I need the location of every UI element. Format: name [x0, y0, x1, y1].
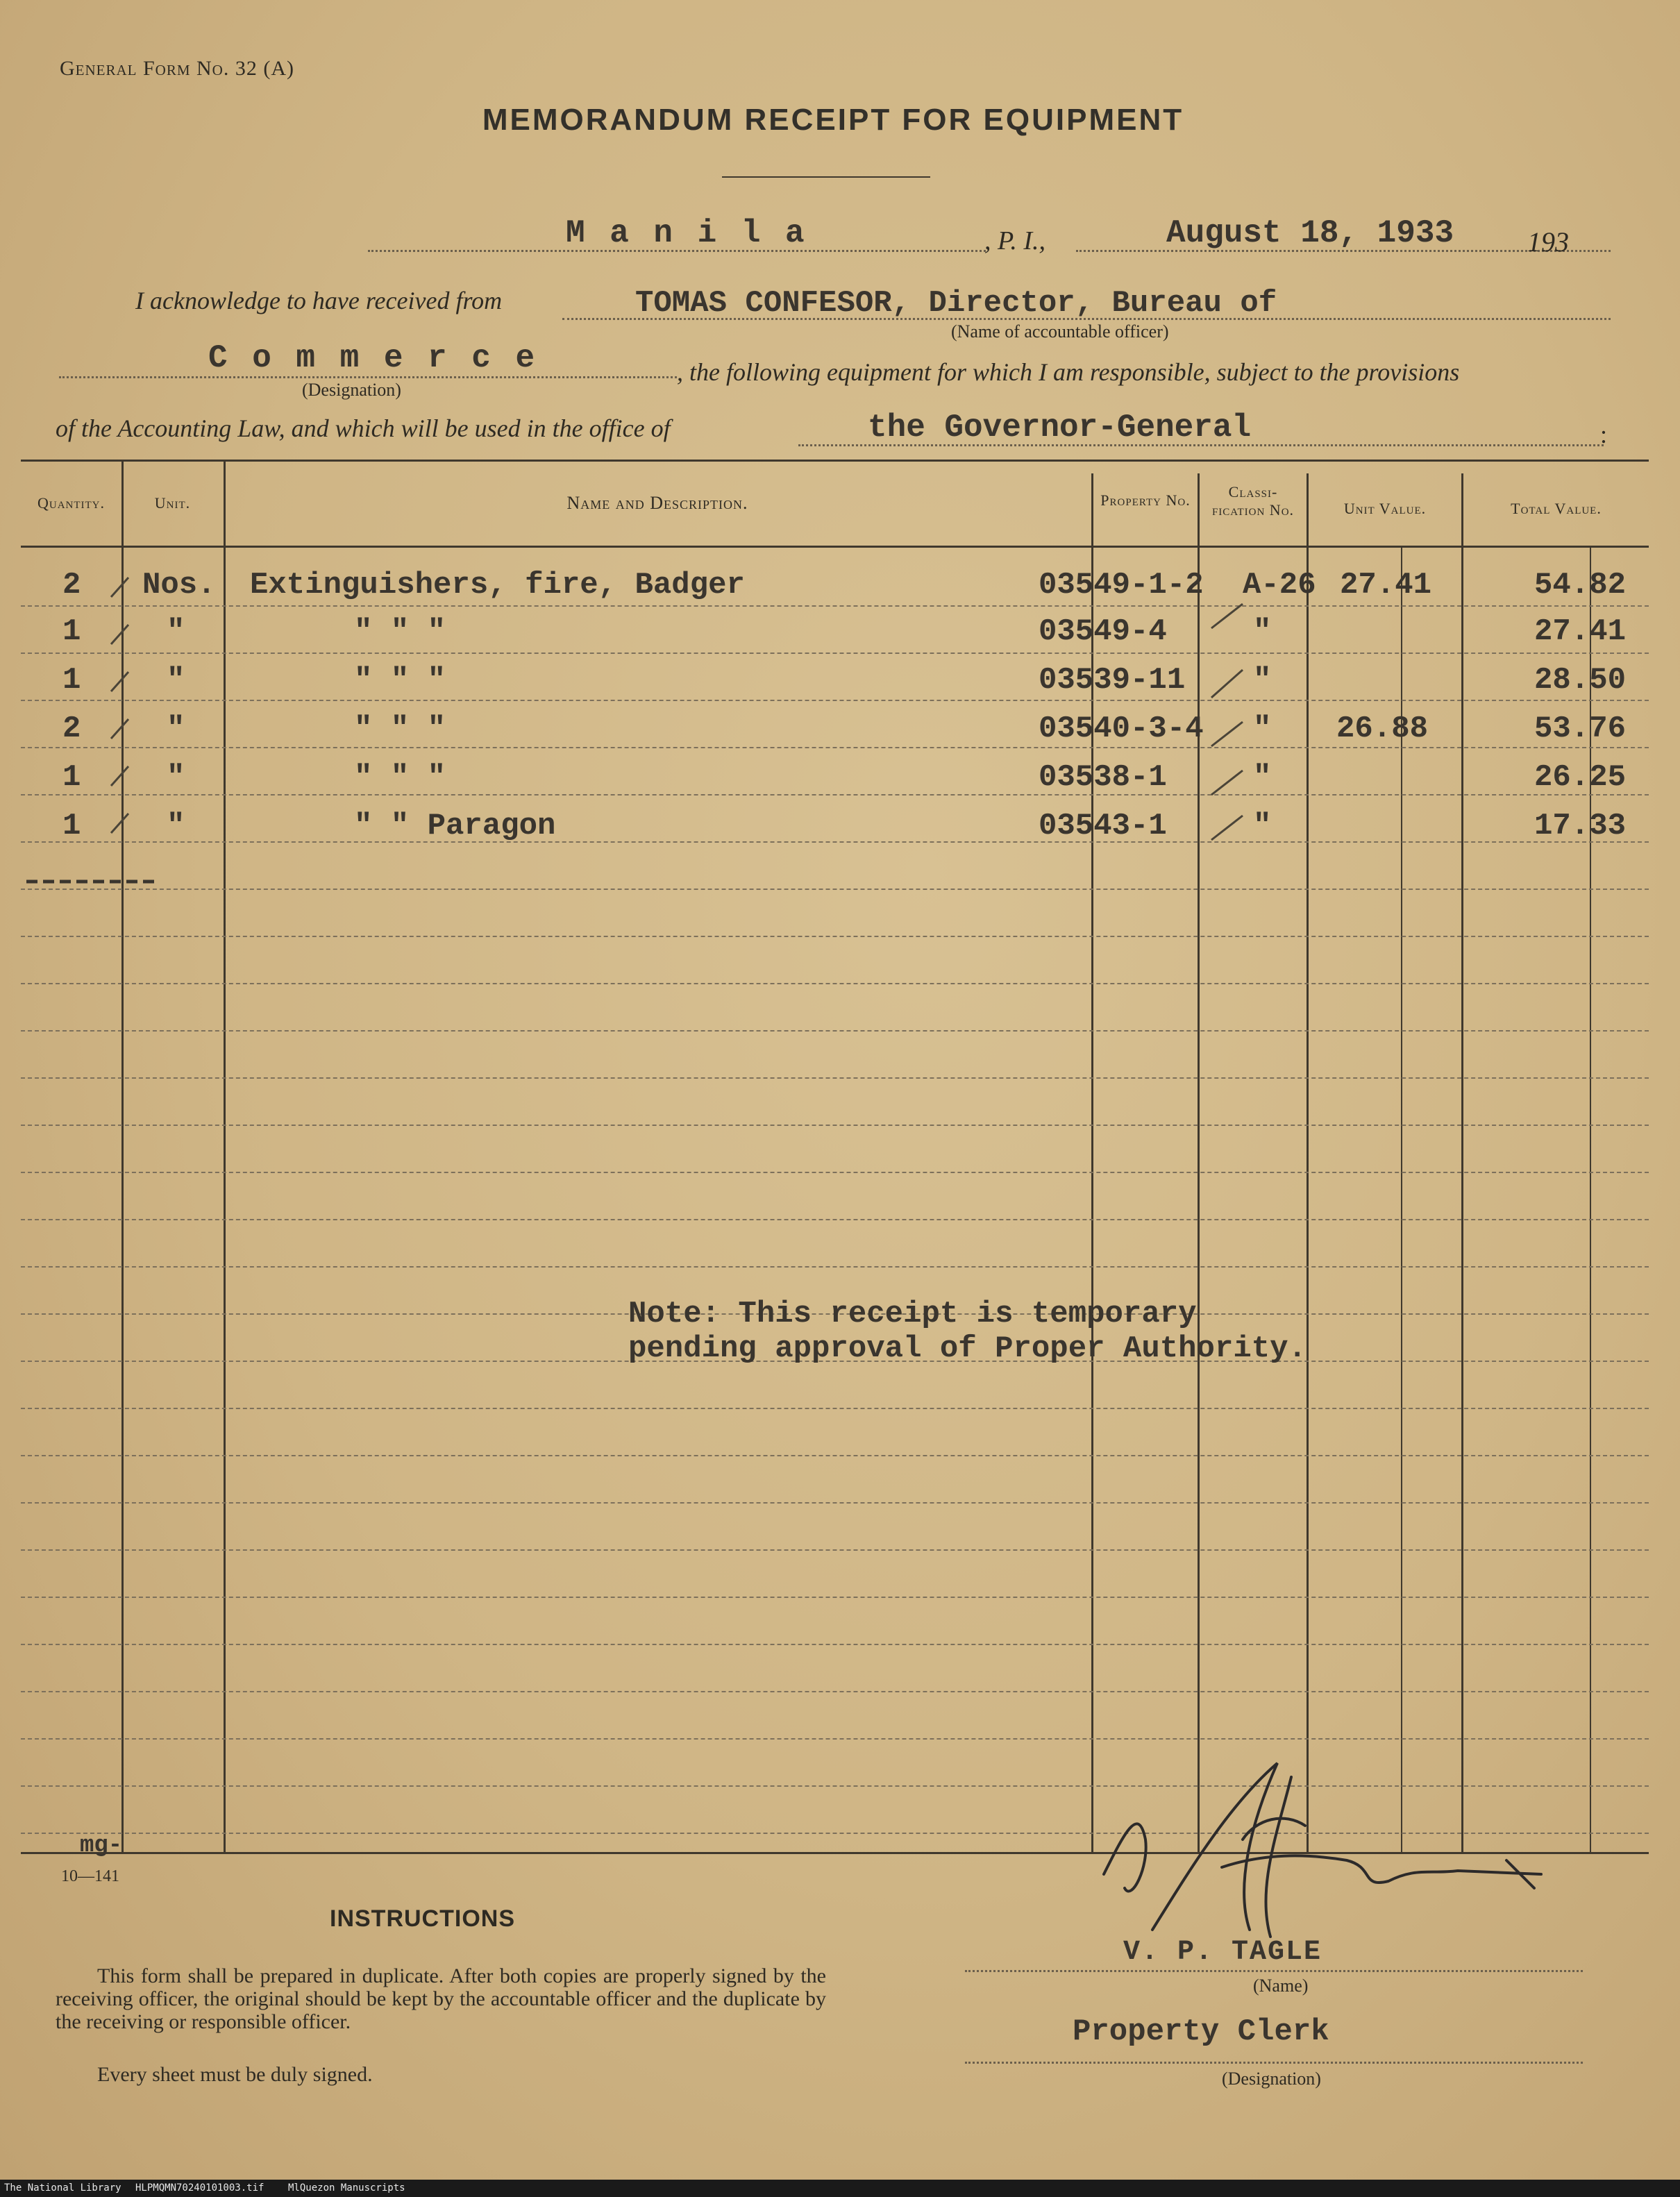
note-line1: Note: This receipt is temporary: [628, 1297, 1197, 1331]
signature-graphic: [1083, 1749, 1569, 1958]
row-rule: [21, 1455, 1649, 1456]
date-value: August 18, 1933: [1166, 215, 1454, 251]
designation-value: C o m m e r c e: [208, 340, 538, 376]
signer-name: V. P. TAGLE: [1123, 1937, 1322, 1968]
signer-designation-dotline: [965, 2062, 1583, 2064]
row1-cls: A-26: [1243, 568, 1316, 603]
row2-desc: " " ": [354, 614, 446, 649]
row1-uval: 27.41: [1340, 568, 1432, 603]
row3-cls: ": [1253, 663, 1272, 698]
office-value: the Governor-General: [868, 410, 1252, 446]
row-rule: [21, 1691, 1649, 1692]
row3-desc: " " ": [354, 663, 446, 698]
row-rule: [21, 1030, 1649, 1032]
accounting-label: of the Accounting Law, and which will be used in the office of: [56, 414, 671, 442]
signer-name-dotline: [965, 1970, 1583, 1972]
header-name: Name and Description.: [566, 493, 748, 513]
row2-prop: 03549-4: [1039, 614, 1167, 649]
row3-tval: 28.50: [1534, 663, 1627, 698]
row-rule: [21, 983, 1649, 984]
row2-unit: ": [167, 614, 185, 649]
header-property-no: Property No.: [1100, 491, 1191, 509]
row-rule: [21, 1738, 1649, 1740]
row-rule: [21, 936, 1649, 937]
row4-qty: 2: [62, 712, 81, 746]
scan-file: HLPMQMN70240101003.tif: [135, 2182, 264, 2194]
following-label: , the following equipment for which I am responsible, subject to the provisions: [677, 358, 1460, 386]
row5-tval: 26.25: [1534, 760, 1627, 795]
row2-tval: 27.41: [1534, 614, 1627, 649]
scan-collection: MlQuezon Manuscripts: [288, 2182, 405, 2194]
signer-name-caption: (Name): [1253, 1976, 1309, 1996]
form-code: 10—141: [61, 1867, 119, 1885]
row5-prop: 03538-1: [1039, 760, 1167, 795]
row1-qty: 2: [62, 568, 81, 603]
bottom-initials: mg-: [80, 1833, 123, 1859]
header-quantity: Quantity.: [37, 494, 106, 512]
row6-prop: 03543-1: [1039, 809, 1167, 843]
header-unit: Unit.: [154, 494, 191, 512]
row1-desc: Extinguishers, fire, Badger: [250, 568, 745, 603]
row-rule: [21, 1266, 1649, 1268]
row1-tval: 54.82: [1534, 568, 1627, 603]
pi-label: , P. I.,: [984, 226, 1045, 255]
form-title: MEMORANDUM RECEIPT FOR EQUIPMENT: [482, 103, 1184, 137]
row-rule: [21, 1597, 1649, 1598]
row4-unit: ": [167, 712, 185, 746]
scan-footer: [0, 2180, 1680, 2197]
instructions-body: This form shall be prepared in duplicate. After both copies are properly signed by the receiving officer, the original should be kept by the accountable officer and the duplicate by the receiving or responsible officer.: [56, 1964, 826, 2033]
header-unit-value: Unit Value.: [1343, 500, 1427, 517]
row-rule: [21, 1408, 1649, 1409]
row4-uval: 26.88: [1336, 712, 1429, 746]
officer-value: TOMAS CONFESOR, Director, Bureau of: [635, 286, 1277, 321]
colon: :: [1600, 421, 1608, 448]
row-rule: [21, 1644, 1649, 1645]
header-classification: Classi- fication No.: [1211, 483, 1295, 519]
designation-caption: (Designation): [302, 380, 401, 400]
row4-desc: " " ": [354, 712, 446, 746]
instructions-body2: Every sheet must be duly signed.: [97, 2063, 373, 2086]
row-rule: [21, 1549, 1649, 1551]
officer-caption: (Name of accountable officer): [951, 321, 1169, 342]
signer-designation: Property Clerk: [1073, 2014, 1329, 2049]
form-number: General Form No. 32 (A): [60, 57, 294, 80]
row3-qty: 1: [62, 663, 81, 698]
row3-prop: 03539-11: [1039, 663, 1186, 698]
signer-designation-caption: (Designation): [1222, 2069, 1321, 2089]
place-value: M a n i l a: [566, 215, 807, 251]
row4-prop: 03540-3-4: [1039, 712, 1204, 746]
row1-prop: 03549-1-2: [1039, 568, 1204, 603]
ack-label: I acknowledge to have received from: [135, 287, 503, 314]
row6-unit: ": [167, 809, 185, 843]
header-total-value: Total Value.: [1511, 500, 1602, 517]
row1-unit: Nos.: [142, 568, 216, 603]
scan-library: The National Library: [4, 2182, 121, 2194]
row6-desc: " " Paragon: [354, 809, 556, 843]
row-rule: [21, 1172, 1649, 1173]
row5-unit: ": [167, 760, 185, 795]
row-rule: [21, 1502, 1649, 1504]
row6-cls: ": [1253, 809, 1272, 843]
row2-qty: 1: [62, 614, 81, 649]
row2-cls: ": [1253, 614, 1272, 649]
row6-qty: 1: [62, 809, 81, 843]
row-rule: [21, 1125, 1649, 1126]
row6-tval: 17.33: [1534, 809, 1627, 843]
row4-cls: ": [1253, 712, 1272, 746]
instructions-title: INSTRUCTIONS: [330, 1905, 515, 1932]
row3-unit: ": [167, 663, 185, 698]
note-line2: pending approval of Proper Authority.: [628, 1331, 1307, 1366]
row-rule: [21, 1219, 1649, 1220]
row5-qty: 1: [62, 760, 81, 795]
year-suffix: 193: [1527, 226, 1569, 258]
row4-tval: 53.76: [1534, 712, 1627, 746]
check-marks: [0, 0, 1680, 902]
row5-desc: " " ": [354, 760, 446, 795]
row-rule: [21, 1077, 1649, 1079]
row5-cls: ": [1253, 760, 1272, 795]
